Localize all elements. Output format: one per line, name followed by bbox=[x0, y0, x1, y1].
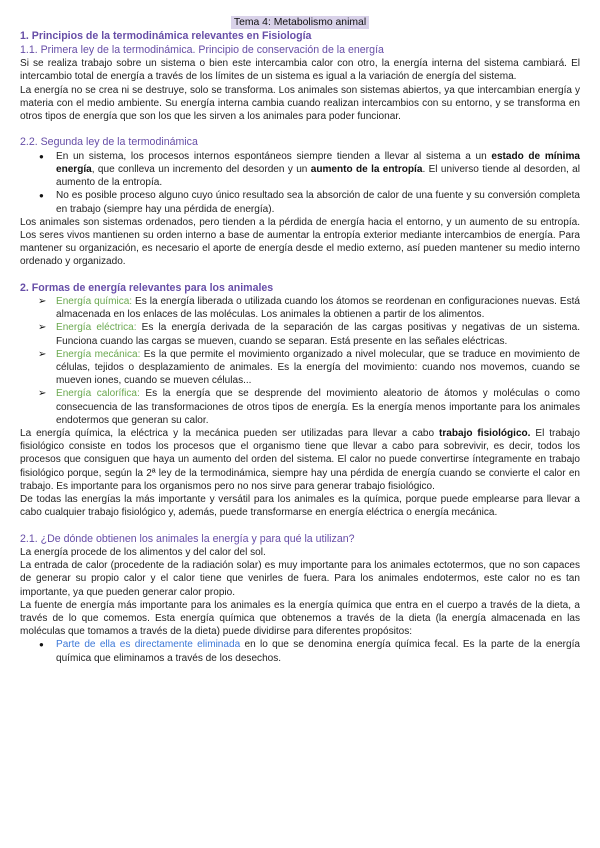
list-item: ➢ Energía calorífica: Es la energía que se desprende del movimiento aleatorio de átomos y moléculas o como consecuencia de las transformaciones de otros tipos de energía. Es la energía menos importante para los animales endotermos que generan su calor. bbox=[38, 388, 580, 426]
list-item: ● Parte de ella es directamente eliminada en lo que se denomina energía química fecal. Es la parte de la energía química que eliminamos a través de los desechos. bbox=[56, 638, 580, 664]
paragraph: Los animales son sistemas ordenados, pero tienden a la pérdida de energía hacia el entorno, y un aumento de su entropía. Los seres vivos mantienen su orden interno a base de aumentar la entropía exterior mediante intercambios de energía. Para mantener su organización, es necesario el aporte de energía desde el medio externo, así pueden mantener su medio interno ordenado y organizado. bbox=[20, 216, 580, 268]
section-2-heading: 2. Formas de energía relevantes para los animales bbox=[20, 281, 274, 294]
arrow-bullet-icon: ➢ bbox=[38, 322, 47, 334]
section-2-2-heading: 2.2. Segunda ley de la termodinámica bbox=[20, 136, 198, 149]
arrow-bullet-icon: ➢ bbox=[38, 296, 47, 308]
paragraph: La entrada de calor (procedente de la radiación solar) es muy importante para los animales ectotermos, que no son capaces de generar su propio calor y el calor tiene que venirles de fuera. Para los animales endotermos, este calor no es tan importante, ya que pueden generar calor propio. bbox=[20, 560, 580, 598]
paragraph: Si se realiza trabajo sobre un sistema o bien este intercambia calor con otro, la energía interna del sistema cambiará. El intercambio total de energía a través de los límites de un sistema es igual a la variación de energía del sistema. bbox=[20, 58, 580, 83]
section-1-1-heading: 1.1. Primera ley de la termodinámica. Principio de conservación de la energía bbox=[20, 43, 384, 56]
document-page bbox=[20, 16, 580, 665]
paragraph: La energía procede de los alimentos y del calor del sol. bbox=[20, 547, 266, 558]
list-item: ➢ Energía mecánica: Es la que permite el movimiento organizado a nivel molecular, que se traduce en movimiento de células, tejidos o desplazamiento de animales. Es la energía del movimiento: cuando nos movemos, cuando se mueven iones, cuando se mueven células... bbox=[38, 348, 580, 387]
bullet-list bbox=[20, 150, 580, 216]
list-item: ➢ Energía química: Es la energía liberada o utilizada cuando los átomos se reordenan en configuraciones nuevas. Está almacenada en los enlaces de las moléculas. Los animales la obtienen a partir de los alimentos. bbox=[38, 296, 580, 321]
paragraph: De todas las energías la más importante y versátil para los animales es la química, porque puede emplearse para llevar a cabo cualquier trabajo fisiológico y, además, puede transformarse en energía eléctrica o energía mecánica. bbox=[20, 494, 580, 519]
list-item: ● En un sistema, los procesos internos espontáneos siempre tienden a llevar al sistema a un estado de mínima energía, que conlleva un incremento del desorden y un aumento de la entropía. El universo tiende al desorden, al aumento de la entropía. bbox=[56, 150, 580, 190]
section-1-heading: 1. Principios de la termodinámica relevantes en Fisiología bbox=[20, 30, 312, 43]
bullet-list bbox=[20, 638, 580, 664]
paragraph: La energía química, la eléctrica y la mecánica pueden ser utilizadas para llevar a cabo trabajo fisiológico. El trabajo fisiológico consiste en todos los procesos que el organismo tiene que llevar a cabo para sobrevivir, es decir, todos los procesos que consiguen que haya un aumento del orden del sistema. El calor no puede convertirse íntegramente en trabajo fisiológico porque, según la 2ª ley de la termodinámica, siempre hay una pérdida de energía cuando se convierte el calor en trabajo. Es importante para los organismos pero no nos sirve para generar trabajo fisiológico. bbox=[20, 428, 580, 492]
section-2-1-heading: 2.1. ¿De dónde obtienen los animales la energía y para qué la utilizan? bbox=[20, 532, 355, 545]
document-title: Tema 4: Metabolismo animal bbox=[231, 16, 369, 29]
energy-forms-list bbox=[20, 295, 580, 427]
arrow-bullet-icon: ➢ bbox=[38, 348, 47, 360]
list-item: ➢ Energía eléctrica: Es la energía derivada de la separación de las cargas positivas y negativas de un sistema. Funciona cuando las cargas se mueven, cuando se separan. Está presente en las señales eléctricas. bbox=[38, 322, 580, 347]
list-item: ● No es posible proceso alguno cuyo único resultado sea la absorción de calor de una fuente y su conversión completa en trabajo (siempre hay una pérdida de energía). bbox=[56, 189, 580, 215]
paragraph: La energía no se crea ni se destruye, solo se transforma. Los animales son sistemas abiertos, ya que intercambian energía y materia con el medio ambiente. Su energía interna cambia cuando realizan intercambios con su entorno, y se transforma en otros tipos de energía que son los que les sirven a los animales para poder funcionar. bbox=[20, 84, 580, 123]
paragraph: La fuente de energía más importante para los animales es la energía química que entra en el cuerpo a través de la dieta, a través de lo que comemos. Esta energía química que obtenemos a través de la dieta (la energía almacenada en las moléculas que tomamos a través de la dieta) puede dividirse para diferentes propósitos: bbox=[20, 599, 580, 638]
arrow-bullet-icon: ➢ bbox=[38, 388, 47, 400]
